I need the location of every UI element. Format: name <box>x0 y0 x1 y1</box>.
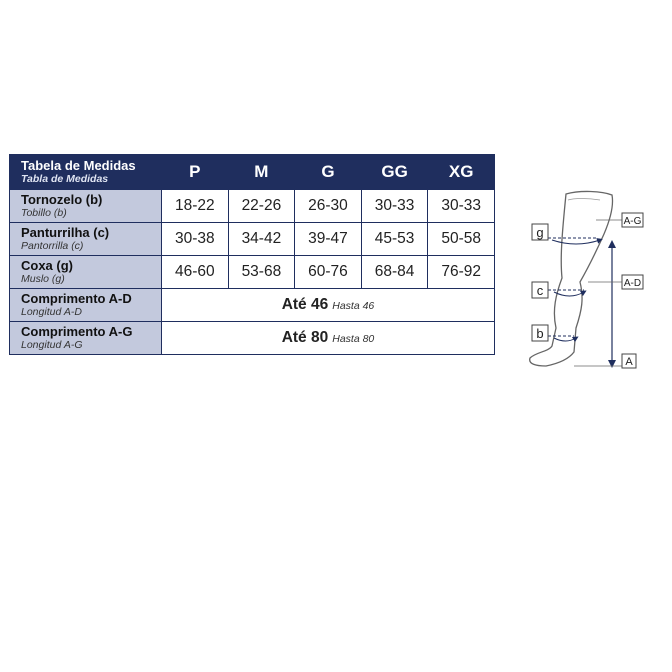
measure-arc-g <box>552 240 600 244</box>
row-label-length-a-d <box>10 289 162 322</box>
length-value-sub: Hasta 80 <box>332 333 375 345</box>
cell-value: 45-53 <box>361 223 428 256</box>
row-label-main: Comprimento A-G <box>21 324 133 339</box>
length-axis-arrow-up-icon <box>608 240 616 248</box>
measure-arc-c <box>554 292 584 296</box>
header-row <box>10 155 495 190</box>
marker-label-g: g <box>536 225 544 240</box>
cell-value: 26-30 <box>295 190 362 223</box>
size-header-xg: XG <box>428 155 495 190</box>
cell-value: 34-42 <box>228 223 295 256</box>
leg-measurement-diagram <box>522 186 647 372</box>
length-value-sub: Hasta 46 <box>332 300 375 312</box>
cell-value: 30-38 <box>162 223 229 256</box>
row-label-main: Comprimento A-D <box>21 291 132 306</box>
table-subtitle: Tabla de Medidas <box>21 173 109 185</box>
row-label-thigh <box>10 256 162 289</box>
table-row-ankle <box>10 190 495 223</box>
row-label-main: Panturrilha (c) <box>21 225 110 240</box>
length-label-a-d: A-D <box>623 278 642 289</box>
size-chart-table <box>9 154 495 355</box>
marker-label-b: b <box>536 326 544 341</box>
row-label-sub: Longitud A-D <box>21 306 82 318</box>
table-title-cell <box>10 155 162 190</box>
cell-value: 30-33 <box>428 190 495 223</box>
row-label-ankle <box>10 190 162 223</box>
length-value-cell <box>162 322 495 355</box>
table-row-length-a-g <box>10 322 495 355</box>
row-label-calf <box>10 223 162 256</box>
size-header-p: P <box>162 155 229 190</box>
cell-value: 30-33 <box>361 190 428 223</box>
marker-label-c: c <box>536 283 544 298</box>
size-header-g: G <box>295 155 362 190</box>
cell-value: 39-47 <box>295 223 362 256</box>
cell-value: 50-58 <box>428 223 495 256</box>
table-title: Tabela de Medidas <box>21 158 136 173</box>
length-label-a: A <box>625 356 633 368</box>
row-label-main: Tornozelo (b) <box>21 192 103 207</box>
cell-value: 18-22 <box>162 190 229 223</box>
row-label-sub: Muslo (g) <box>21 273 65 285</box>
length-value: Até 46 <box>281 296 329 313</box>
cell-value: 60-76 <box>295 256 362 289</box>
row-label-sub: Longitud A-G <box>21 339 83 351</box>
cell-value: 76-92 <box>428 256 495 289</box>
measure-arc-b <box>554 338 576 341</box>
size-header-gg: GG <box>361 155 428 190</box>
table-row-length-a-d <box>10 289 495 322</box>
cell-value: 46-60 <box>162 256 229 289</box>
cell-value: 68-84 <box>361 256 428 289</box>
length-value-cell <box>162 289 495 322</box>
length-value: Até 80 <box>281 329 329 346</box>
length-axis-arrow-down-icon <box>608 360 616 368</box>
row-label-length-a-g <box>10 322 162 355</box>
table-row-calf <box>10 223 495 256</box>
row-label-sub: Tobillo (b) <box>21 207 67 219</box>
leg-inner-line <box>568 199 600 201</box>
size-header-m: M <box>228 155 295 190</box>
length-label-a-g: A-G <box>623 216 642 227</box>
table-row-thigh <box>10 256 495 289</box>
row-label-main: Coxa (g) <box>21 258 73 273</box>
cell-value: 22-26 <box>228 190 295 223</box>
row-label-sub: Pantorrilla (c) <box>21 240 84 252</box>
cell-value: 53-68 <box>228 256 295 289</box>
